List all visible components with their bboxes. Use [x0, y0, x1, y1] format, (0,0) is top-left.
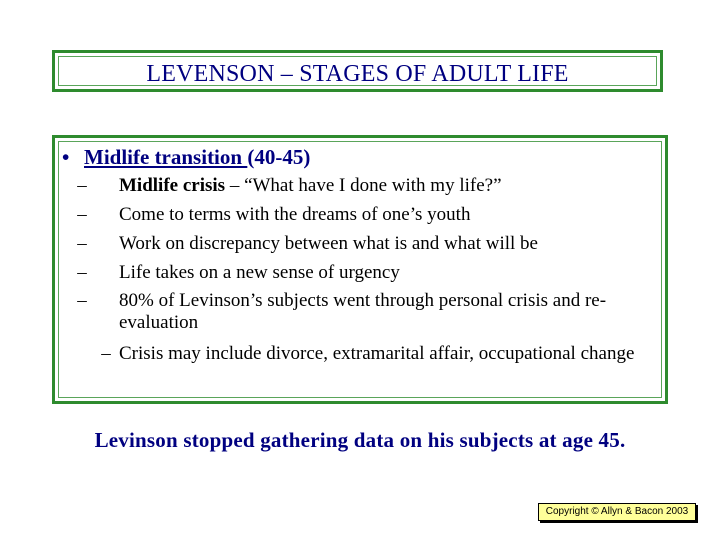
content-box — [52, 135, 668, 404]
list-item-text: Come to terms with the dreams of one’s youth — [119, 204, 471, 225]
dash-marker: – — [101, 343, 111, 364]
dash-marker: – — [77, 204, 87, 225]
list-item-text: Crisis may include divorce, extramarital affair, occupational change — [119, 343, 635, 364]
dash-marker: – — [77, 262, 87, 283]
footer-note: Levinson stopped gathering data on his subjects at age 45. — [94, 428, 626, 452]
bullet-marker: • — [62, 145, 70, 169]
list-item-rest: – “What have I done with my life?” — [225, 175, 502, 196]
title-box — [52, 50, 663, 92]
dash-marker: – — [77, 290, 87, 311]
dash-marker: – — [77, 175, 87, 196]
copyright-badge: Copyright © Allyn & Bacon 2003 — [538, 503, 696, 521]
list-item-text: Work on discrepancy between what is and what will be — [119, 233, 538, 254]
dash-marker: – — [77, 233, 87, 254]
list-item-text: Life takes on a new sense of urgency — [119, 262, 400, 283]
main-bullet-label: Midlife transition — [84, 145, 248, 169]
list-item-text: 80% of Levinson’s subjects went through personal crisis and re-evaluation — [119, 290, 607, 333]
list-item-bold-term: Midlife crisis — [119, 175, 226, 196]
main-bullet — [62, 144, 310, 170]
main-bullet-age-range: (40-45) — [247, 145, 311, 169]
slide-title: LEVENSON – STAGES OF ADULT LIFE — [146, 61, 569, 87]
list-item-text — [119, 175, 664, 197]
